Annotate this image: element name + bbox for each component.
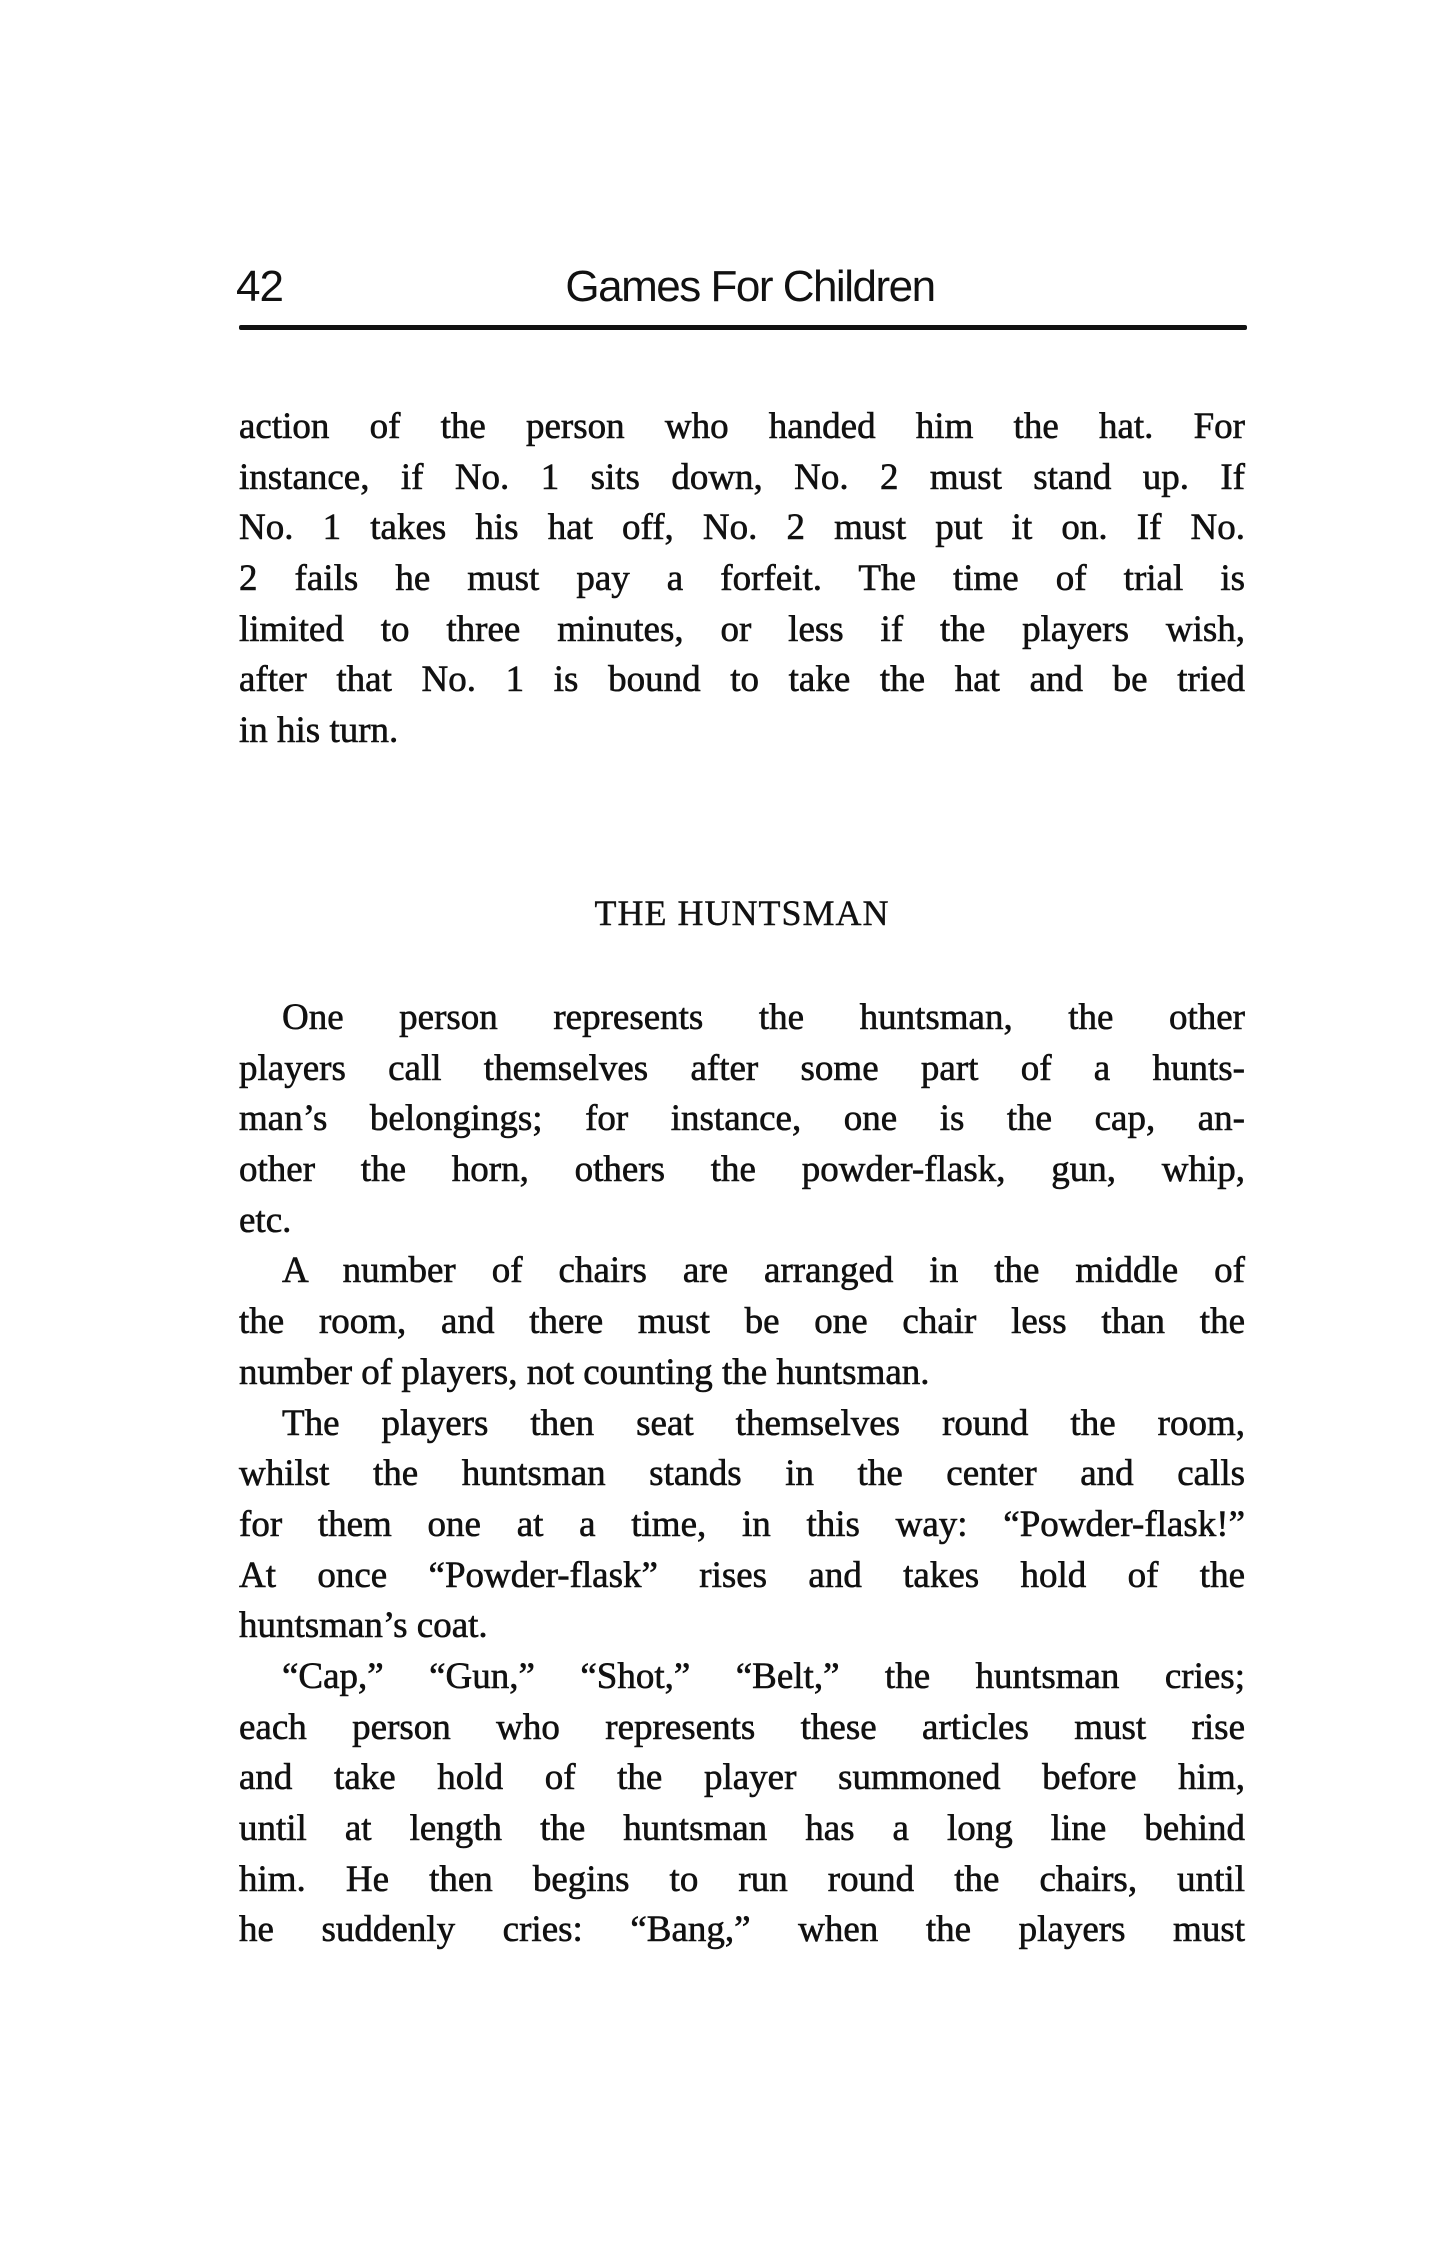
text-line: number of players, not counting the huntsman. [239,1351,930,1393]
text-line: him. He then begins to run round the chairs, until [239,1858,1245,1900]
section-heading: THE HUNTSMAN [594,893,890,933]
text-line: players call themselves after some part of a hunts- [239,1047,1245,1089]
text-line: The players then seat themselves round the room, [282,1402,1245,1444]
text-line: “Cap,” “Gun,” “Shot,” “Belt,” the huntsman cries; [282,1655,1245,1697]
text-line: after that No. 1 is bound to take the hat and be tried [239,659,1245,701]
page-number: 42 [236,262,283,311]
text-line: 2 fails he must pay a forfeit. The time of trial is [239,558,1245,600]
continuation-paragraph [239,402,1245,757]
text-line: the room, and there must be one chair less than the [239,1301,1245,1343]
text-line: he suddenly cries: “Bang,” when the players must [239,1909,1245,1951]
text-line: etc. [239,1199,292,1241]
text-line: other the horn, others the powder-flask, gun, whip, [239,1149,1245,1191]
text-line: in his turn. [239,710,399,752]
text-line: huntsman’s coat. [239,1605,488,1647]
text-line: A number of chairs are arranged in the middle of [282,1250,1245,1292]
text-line: At once “Powder-flask” rises and takes hold of the [239,1554,1245,1596]
text-line: instance, if No. 1 sits down, No. 2 must stand up. If [239,456,1245,498]
text-line: each person who represents these articles must rise [239,1706,1245,1748]
text-line: One person represents the huntsman, the other [282,997,1245,1038]
text-line: action of the person who handed him the hat. For [239,406,1245,447]
text-line: limited to three minutes, or less if the players wish, [239,608,1245,650]
header-rule [239,325,1247,330]
text-line: until at length the huntsman has a long line behind [239,1808,1245,1849]
text-line: and take hold of the player summoned before him, [239,1757,1245,1799]
text-line: whilst the huntsman stands in the center and calls [239,1453,1245,1495]
text-line: for them one at a time, in this way: “Powder-flask!” [239,1503,1245,1545]
text-line: man’s belongings; for instance, one is the cap, an- [239,1098,1245,1140]
section-body [239,993,1245,1956]
running-title: Games For Children [565,262,935,311]
text-line: No. 1 takes his hat off, No. 2 must put it on. If No. [239,507,1245,549]
